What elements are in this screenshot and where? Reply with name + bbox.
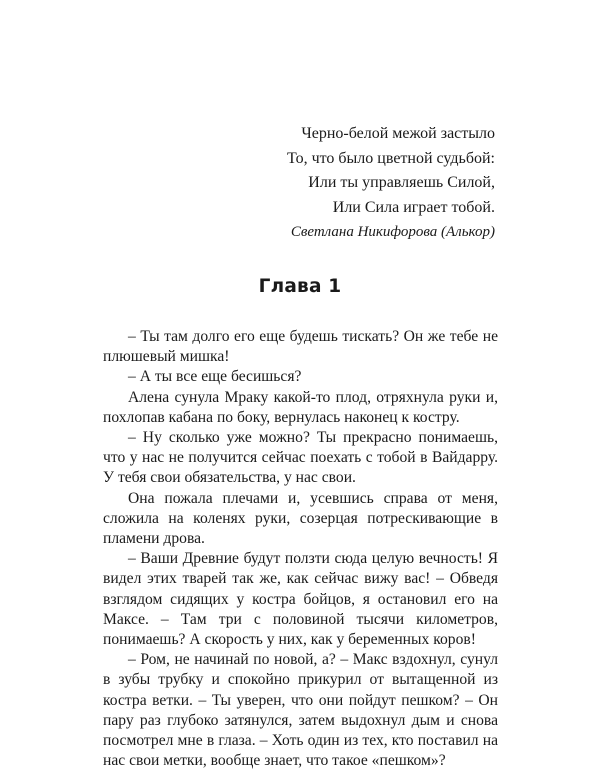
paragraph: – А ты все еще бесишься? — [128, 368, 302, 386]
paragraph: Алена сунула Мраку какой-то плод, отряхнула руки и, похлопав кабана по боку, вернулась наконец к костру. — [103, 388, 498, 426]
paragraph: – Ты там долго его еще будешь тискать? Он же тебе не плюшевый мишка! — [103, 328, 498, 366]
epigraph-author: Светлана Никифорова (Алькор) — [290, 224, 495, 240]
paragraph: – Ваши Древние будут ползти сюда целую вечность! Я видел этих тварей так же, как сейчас вижу вас! – Обведя взглядом сидящих у костра бойцов, я остановил его на Максе. – Там три с половиной тысячи километров, понимаешь? А скорость у них, как у беременных коров! — [103, 550, 498, 649]
paragraph: – Ну сколько уже можно? Ты прекрасно понимаешь, что у нас не получится сейчас поехать с тобой в Вайдарру. У тебя свои обязательства, у нас свои. — [103, 429, 498, 487]
chapter-title: Глава 1 — [258, 276, 342, 297]
paragraph: – Ром, не начинай по новой, а? – Макс вздохнул, сунул в зубы трубку и спокойно прикурил от вытащенной из костра ветки. – Ты уверен, что они пойдут пешком? – Он пару раз глубоко затянулся, затем выдохнул дым и снова посмотрел мне в глаза. – Хоть один из тех, кто поставил на нас свои метки, вообще знает, что такое «пешком»? — [103, 651, 498, 770]
epigraph — [287, 122, 495, 245]
chapter-body — [103, 327, 498, 771]
epigraph-line: То, что было цветной судьбой: — [287, 149, 495, 167]
epigraph-line: Или ты управляешь Силой, — [308, 174, 495, 191]
paragraph: Она пожала плечами и, усевшись справа от меня, сложила на коленях руки, созерцая потрескивающие в пламени дрова. — [103, 489, 498, 548]
epigraph-line: Черно-белой межой застыло — [301, 125, 495, 142]
epigraph-line: Или Сила играет тобой. — [332, 198, 495, 216]
